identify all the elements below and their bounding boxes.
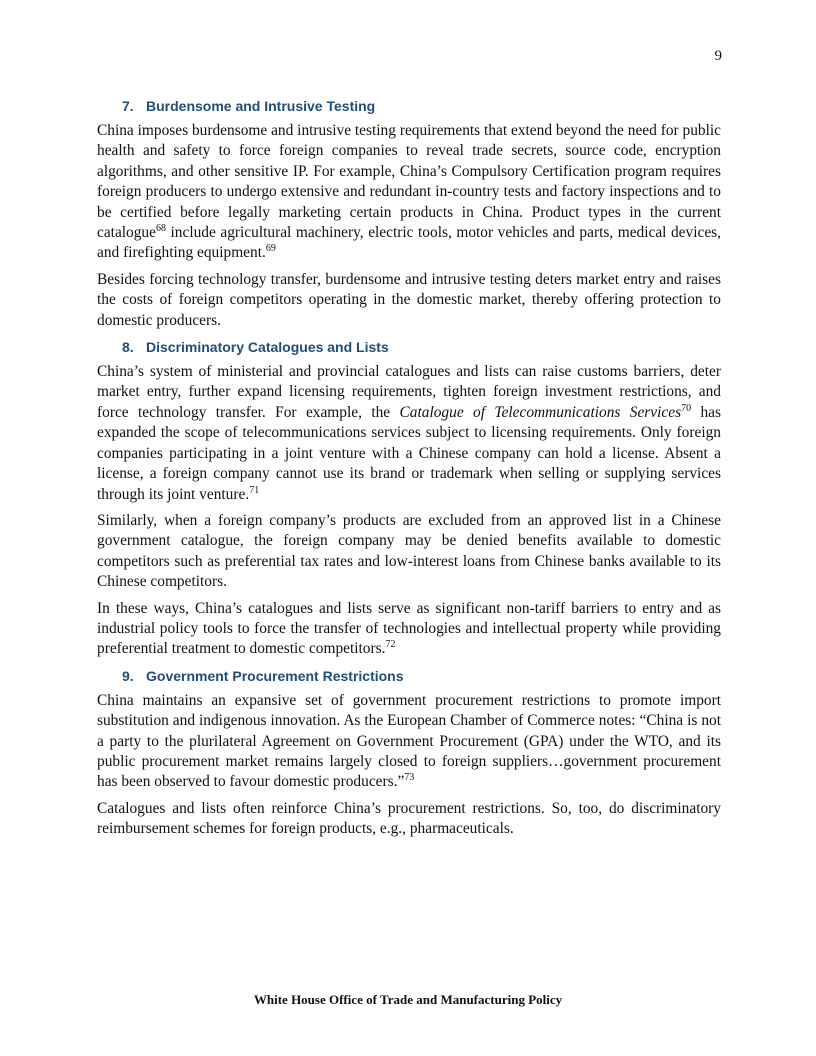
paragraph-text: has expanded the scope of telecommunications services subject to licensing requirements. Only foreign companies participating in a joint venture with a Chinese company can hold a license. Absent a license, a foreign company cannot use its brand or trademark when selling or supplying services through its joint venture. bbox=[97, 403, 721, 503]
footnote-ref: 69 bbox=[265, 243, 276, 255]
footnote-ref: 70 bbox=[681, 402, 692, 414]
footnote-ref: 73 bbox=[404, 772, 415, 784]
footnote-ref: 72 bbox=[385, 639, 396, 651]
section-title: Discriminatory Catalogues and Lists bbox=[146, 339, 389, 356]
paragraph-text: China’s system of ministerial and provincial catalogues and lists can raise customs barriers, deter market entry, further expand licensing requirements, tighten foreign investment restrictions, and force technology transfer. For example, the bbox=[97, 363, 721, 421]
footnote-ref: 71 bbox=[249, 484, 260, 496]
page-content bbox=[97, 96, 721, 846]
paragraph: Besides forcing technology transfer, burdensome and intrusive testing deters market entry and raises the costs of foreign competitors operating in the domestic market, thereby offering protection to domestic producers. bbox=[97, 270, 721, 329]
paragraph bbox=[97, 691, 721, 793]
paragraph-text: China maintains an expansive set of government procurement restrictions to promote import substitution and indigenous innovation. As the European Chamber of Commerce notes: “China is not a party to the plurilateral Agreement on Government Procurement (GPA) under the WTO, and its public procurement market remains largely closed to foreign suppliers…government procurement has been observed to favour domestic producers.” bbox=[97, 691, 721, 791]
section-heading-8 bbox=[122, 337, 721, 357]
section-title: Burdensome and Intrusive Testing bbox=[146, 98, 376, 114]
paragraph-text: China imposes burdensome and intrusive testing requirements that extend beyond the need for public health and safety to force foreign companies to reveal trade secrets, source code, encryption algorithms, and other sensitive IP. For example, China’s Compulsory Certification program requires foreign producers to undergo extensive and redundant in-country tests and factory inspections and to be certified before legally marketing certain products in China. Product types in the current catalogue bbox=[97, 122, 721, 242]
section-heading-9 bbox=[122, 666, 721, 686]
section-number: 8. bbox=[122, 339, 134, 356]
paragraph: Catalogues and lists often reinforce China’s procurement restrictions. So, too, do discriminatory reimbursement schemes for foreign products, e.g., pharmaceuticals. bbox=[97, 799, 721, 838]
section-number: 9. bbox=[122, 667, 134, 684]
paragraph-text: include agricultural machinery, electric tools, motor vehicles and parts, medical devices, and firefighting equipment. bbox=[97, 224, 721, 262]
page-footer: White House Office of Trade and Manufacturing Policy bbox=[253, 992, 563, 1007]
section-heading-7 bbox=[122, 96, 721, 116]
page-number: 9 bbox=[714, 48, 722, 64]
section-title: Government Procurement Restrictions bbox=[146, 667, 404, 684]
paragraph: Similarly, when a foreign company’s products are excluded from an approved list in a Chinese government catalogue, the foreign company may be denied benefits available to domestic competitors such as preferential tax rates and low-interest loans from Chinese banks available to its Chinese competitors. bbox=[97, 511, 721, 591]
catalogue-title: Catalogue of Telecommunications Services bbox=[399, 403, 682, 421]
footnote-ref: 68 bbox=[155, 222, 166, 234]
paragraph bbox=[97, 362, 721, 505]
paragraph bbox=[97, 599, 721, 660]
section-number: 7. bbox=[122, 98, 134, 114]
paragraph bbox=[97, 121, 721, 264]
paragraph-text: In these ways, China’s catalogues and lists serve as significant non-tariff barriers to entry and as industrial policy tools to force the transfer of technologies and intellectual property while providing preferential treatment to domestic competitors. bbox=[97, 599, 721, 658]
